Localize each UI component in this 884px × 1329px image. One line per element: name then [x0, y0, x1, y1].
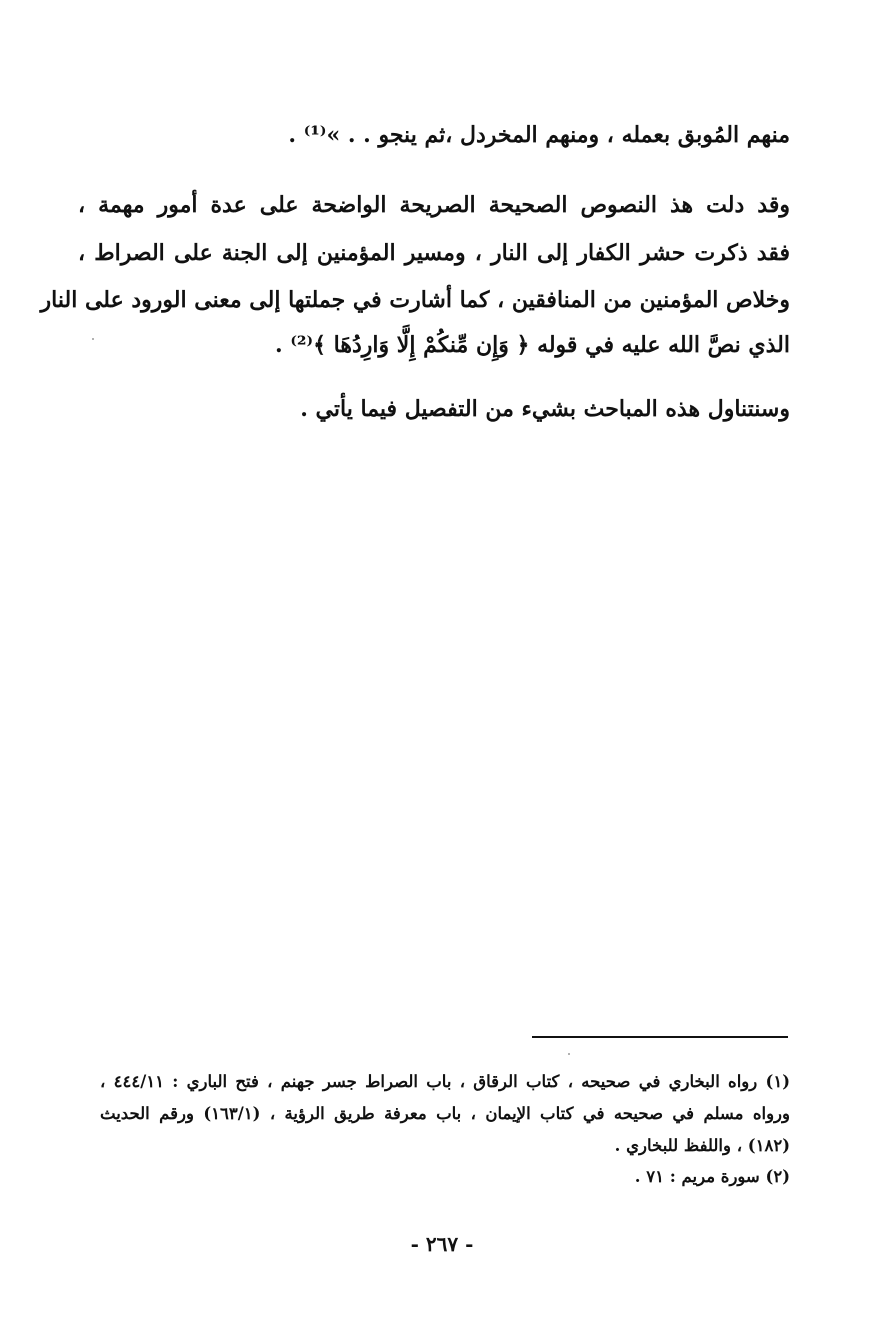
scan-speck [92, 338, 94, 340]
scan-speck [568, 1053, 570, 1055]
footnote-line-3: (١٨٢) ، واللفظ للبخاري . [614, 1136, 790, 1155]
footnote-line-2: ورواه مسلم في صحيحه في كتاب الإيمان ، باب معرفة طريق الرؤية ، (١٦٣/١) ورقم الحديث [100, 1104, 790, 1123]
body-line-4: وخلاص المؤمنين من المنافقين ، كما أشارت في جملتها إلى معنى الورود على النار [40, 287, 790, 313]
body-line-1: منهم المُوبق بعمله ، ومنهم المخردل ،ثم ينجو . . »⁽¹⁾ . [288, 122, 790, 148]
footnote-separator [532, 1036, 788, 1038]
footnote-line-4: (٢) سورة مريم : ٧١ . [634, 1167, 790, 1186]
body-line-5: الذي نصَّ الله عليه في قوله ﴿ وَإِن مِّنكُمْ إِلَّا وَارِدُهَا ﴾⁽²⁾ . [275, 332, 790, 358]
body-line-6: وسنتناول هذه المباحث بشيء من التفصيل فيما يأتي . [300, 396, 790, 422]
body-line-2: وقد دلت هذ النصوص الصحيحة الصريحة الواضحة على عدة أمور مهمة ، [78, 192, 790, 218]
body-line-3: فقد ذكرت حشر الكفار إلى النار ، ومسير المؤمنين إلى الجنة على الصراط ، [78, 240, 790, 266]
page-number: - ٢٦٧ - [410, 1232, 474, 1256]
footnote-line-1: (١) رواه البخاري في صحيحه ، كتاب الرقاق ، باب الصراط جسر جهنم ، فتح الباري : ٤٤٤/١١ ، [100, 1072, 790, 1091]
